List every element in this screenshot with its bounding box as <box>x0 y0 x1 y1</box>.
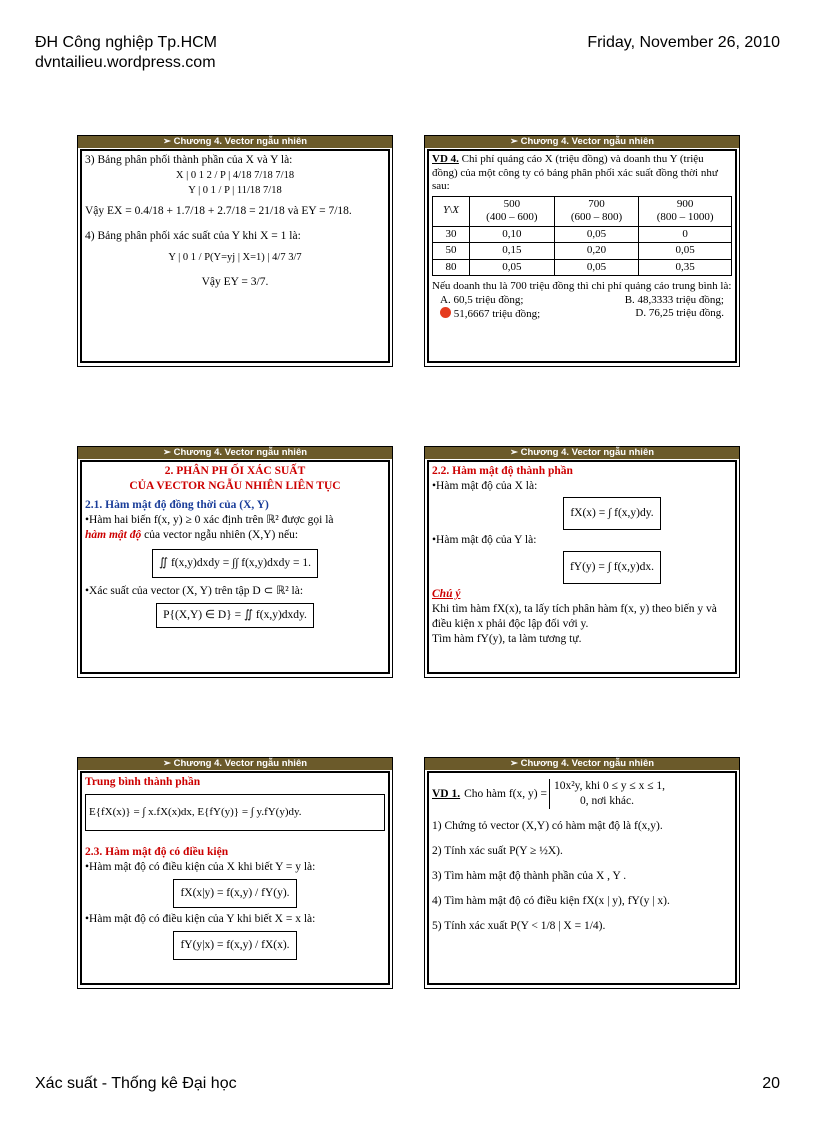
s5-formula1: E{fX(x)} = ∫ x.fX(x)dx, E{fY(y)} = ∫ y.fY(y)dy. <box>85 794 385 831</box>
slide-title-bar: ➢ Chương 4. Vector ngẫu nhiên <box>425 447 739 459</box>
s3-line1: • Hàm hai biến f(x, y) ≥ 0 xác định trên ℝ² được gọi là <box>85 513 385 528</box>
slide-5 <box>77 757 393 989</box>
slide-title-bar: ➢ Chương 4. Vector ngẫu nhiên <box>78 136 392 148</box>
s6-case2: 0, nơi khác. <box>579 795 634 807</box>
s1-line4: Vậy EY = 3/7. <box>201 276 269 288</box>
s6-q5: 5) Tính xác xuất P(Y < 1/8 | X = 1/4). <box>432 920 606 932</box>
s5-formula2: fX(x|y) = f(x,y) / fY(y). <box>173 879 296 908</box>
s5-subheading1: Trung bình thành phần <box>85 776 201 788</box>
s3-title1: 2. PHÂN PH ỐI XÁC SUẤT <box>164 465 306 477</box>
slide-body <box>427 771 737 985</box>
header-date: Friday, November 26, 2010 <box>587 34 780 51</box>
table-row: 30 0,10 0,05 0 <box>433 226 732 243</box>
s3-line2: • Xác suất của vector (X, Y) trên tập D ⊂ ℝ² là: <box>85 584 385 599</box>
s6-case1: 10x²y, khi 0 ≤ y ≤ x ≤ 1, <box>553 780 666 792</box>
s2-option-d: D. 76,25 triệu đồng. <box>635 307 724 319</box>
s3-subheading: 2.1. Hàm mật độ đồng thời của (X, Y) <box>85 499 269 511</box>
slide-3 <box>77 446 393 678</box>
s3-title2: CỦA VECTOR NGẪU NHIÊN LIÊN TỤC <box>129 480 341 492</box>
s4-note-label: Chú ý <box>432 588 461 600</box>
slide-title-bar: ➢ Chương 4. Vector ngẫu nhiên <box>78 758 392 770</box>
s3-formula1: ∬ f(x,y)dxdy = ∫∫ f(x,y)dxdy = 1. <box>152 549 318 578</box>
s2-option-a: A. 60,5 triệu đồng; <box>440 293 524 306</box>
s2-col3: 900 <box>676 197 694 210</box>
s6-title: VD 1. <box>432 787 461 800</box>
slide-body <box>80 771 390 985</box>
s1-line3: 4) Bảng phân phối xác suất của Y khi X = 1 là: <box>85 230 301 242</box>
s5-line1: • Hàm mật độ có điều kiện của X khi biết Y = y là: <box>85 860 385 875</box>
slide-2 <box>424 135 740 367</box>
s2-corner: Y\X <box>433 196 470 226</box>
s4-formula1: fX(x) = ∫ f(x,y)dy. <box>563 497 660 530</box>
s4-line2: • Hàm mật độ của Y là: <box>432 533 732 548</box>
s3-line1c: của vector ngẫu nhiên (X,Y) nếu: <box>141 529 299 541</box>
s6-q2: 2) Tính xác suất P(Y ≥ ½X). <box>432 845 563 857</box>
slide-body <box>80 460 390 674</box>
s4-subheading: 2.2. Hàm mật độ thành phần <box>432 465 573 477</box>
s4-note2: Tìm hàm fY(y), ta làm tương tự. <box>432 633 582 645</box>
slide-body <box>80 149 390 363</box>
slide-4 <box>424 446 740 678</box>
s3-term: hàm mật độ <box>85 529 142 541</box>
s1-table-x: X | 0 1 2 / P | 4/18 7/18 7/18 <box>175 170 295 181</box>
s5-line2: • Hàm mật độ có điều kiện của Y khi biết X = x là: <box>85 912 385 927</box>
s6-q3: 3) Tìm hàm mật độ thành phần của X , Y . <box>432 870 627 882</box>
s3-formula2: P{(X,Y) ∈ D} = ∬ f(x,y)dxdy. <box>156 603 314 628</box>
s2-table <box>432 196 732 277</box>
s4-formula2: fY(y) = ∫ f(x,y)dx. <box>563 551 661 584</box>
s6-q4: 4) Tìm hàm mật độ có điều kiện fX(x | y), fY(y | x). <box>432 895 670 907</box>
s2-intro: Chi phí quảng cáo X (triệu đồng) và doanh thu Y (triệu đồng) của một công ty có bảng phân phối xác suất đồng thời như sau: <box>432 153 718 192</box>
s2-col2-range: (600 – 800) <box>570 211 623 223</box>
s2-option-c: 51,6667 triệu đồng; <box>453 308 541 320</box>
s2-col3-range: (800 – 1000) <box>656 211 714 223</box>
s2-col2: 700 <box>588 197 605 210</box>
s1-line2: Vậy EX = 0.4/18 + 1.7/18 + 2.7/18 = 21/18 và EY = 7/18. <box>85 205 352 217</box>
slide-6 <box>424 757 740 989</box>
header-site: dvntailieu.wordpress.com <box>35 54 216 71</box>
slide-title-bar: ➢ Chương 4. Vector ngẫu nhiên <box>425 758 739 770</box>
s4-note1: Khi tìm hàm fX(x), ta lấy tích phân hàm f(x, y) theo biến y và điều kiện x phải độc lập đối với y. <box>432 603 717 630</box>
s5-formula3: fY(y|x) = f(x,y) / fX(x). <box>173 931 296 960</box>
s2-title: VD 4. <box>432 153 459 165</box>
s4-line1: • Hàm mật độ của X là: <box>432 479 732 494</box>
s1-line1: 3) Bảng phân phối thành phần của X và Y là: <box>85 154 293 166</box>
slide-title-bar: ➢ Chương 4. Vector ngẫu nhiên <box>425 136 739 148</box>
footer-title: Xác suất - Thống kê Đại học <box>35 1075 237 1092</box>
slide-body <box>427 149 737 363</box>
s2-col1-range: (400 – 600) <box>486 211 538 223</box>
header-org: ĐH Công nghiệp Tp.HCM <box>35 34 218 51</box>
s6-q1: 1) Chứng tỏ vector (X,Y) có hàm mật độ là f(x,y). <box>432 820 663 832</box>
s6-intro: Cho hàm f(x, y) = <box>464 787 547 800</box>
slide-1 <box>77 135 393 367</box>
answer-marker-icon <box>440 307 451 318</box>
s2-col1: 500 <box>503 197 521 210</box>
slide-title-bar: ➢ Chương 4. Vector ngẫu nhiên <box>78 447 392 459</box>
s2-option-b: B. 48,3333 triệu đồng; <box>624 293 724 306</box>
table-row: 80 0,05 0,05 0,35 <box>433 259 732 276</box>
page-number: 20 <box>762 1075 780 1092</box>
slide-body <box>427 460 737 674</box>
s6-cases <box>549 779 665 809</box>
s5-subheading2: 2.3. Hàm mật độ có điều kiện <box>85 846 229 858</box>
s1-cond-table: Y | 0 1 / P(Y=yj | X=1) | 4/7 3/7 <box>168 252 302 263</box>
s1-table-y: Y | 0 1 / P | 11/18 7/18 <box>188 185 282 196</box>
table-row: 50 0,15 0,20 0,05 <box>433 243 732 260</box>
s2-question: Nếu doanh thu là 700 triệu đồng thì chi phí quảng cáo trung bình là: <box>432 280 732 292</box>
